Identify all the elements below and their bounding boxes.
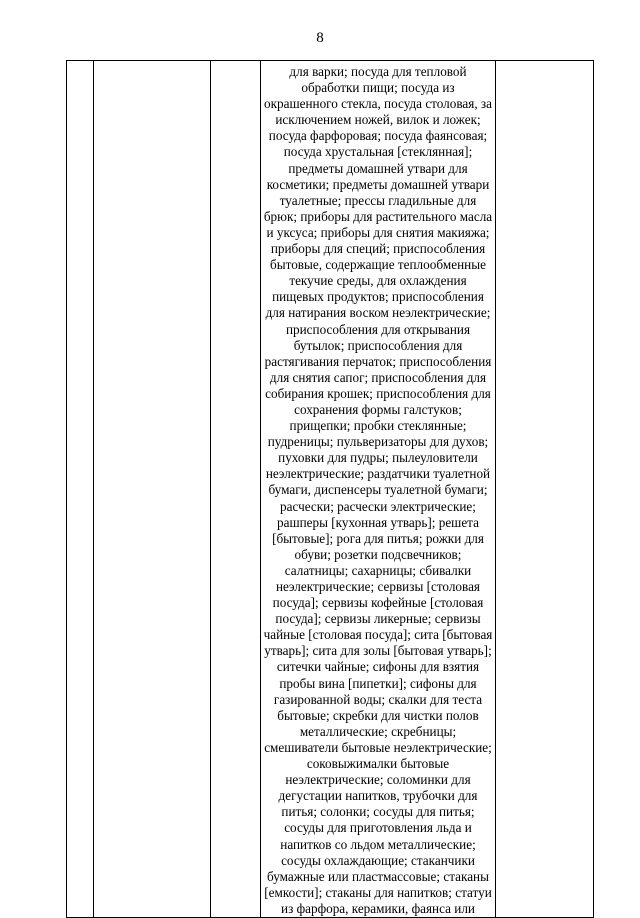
cell-text-col-3: [211, 61, 260, 64]
page-number: 8: [316, 30, 324, 46]
table-cell-goods-list: [261, 61, 496, 918]
table-cell-col-2: [94, 61, 211, 918]
table-row: [67, 61, 594, 918]
cell-text-col-2: [94, 61, 210, 64]
cell-text-col-1: [67, 61, 93, 64]
table-cell-col-1: [67, 61, 94, 918]
goods-list-text: для варки; посуда для тепловой обработки пищи; посуда из окрашенного стекла, посуда столовая, за исключением ножей, вилок и ложек; посуда фарфоровая; посуда фаянсовая; посуда хрустальная [стеклянная]; предметы домашней утвари для косметики; предметы домашней утвари туалетные; прессы гладильные для брюк; приборы для растительного масла и уксуса; приборы для снятия макияжа; приборы для специй; приспособления бытовые, содержащие теплообменные текучие среды, для охлаждения пищевых продуктов; приспособления для натирания воском неэлектрические; приспособления для открывания бутылок; приспособления для растягивания перчаток; приспособления для снятия сапог; приспособления для собирания крошек; приспособления для сохранения формы галстуков; прищепки; пробки стеклянные; пудреницы; пульверизаторы для духов; пуховки для пудры; пылеуловители неэлектрические; раздатчики туалетной бумаги, диспенсеры туалетной бумаги; расчески; расчески электрические; рашперы [кухонная утварь]; решета [бытовые]; рога для питья; рожки для обуви; розетки подсвечников; салатницы; сахарницы; сбивалки неэлектрические; сервизы [столовая посуда]; сервизы кофейные [столовая посуда]; сервизы ликерные; сервизы чайные [столовая посуда]; сита [бытовая утварь]; сита для золы [бытовая утварь]; ситечки чайные; сифоны для взятия пробы вина [пипетки]; сифоны для газированной воды; скалки для теста бытовые; скребки для чистки полов металлические; скребницы; смешиватели бытовые неэлектрические; соковыжималки бытовые неэлектрические; соломинки для дегустации напитков, трубочки для питья; солонки; сосуды для питья; сосуды для приготовления льда и напитков со льдом металлические; сосуды охлаждающие; стаканчики бумажные или пластмассовые; стаканы [емкости]; стаканы для напитков; статуи из фарфора, керамики, фаянса или: [263, 64, 493, 916]
table-cell-col-5: [496, 61, 594, 918]
table-cell-col-3: [211, 61, 261, 918]
cell-text-col-5: [496, 61, 593, 64]
goods-table: [66, 60, 594, 918]
